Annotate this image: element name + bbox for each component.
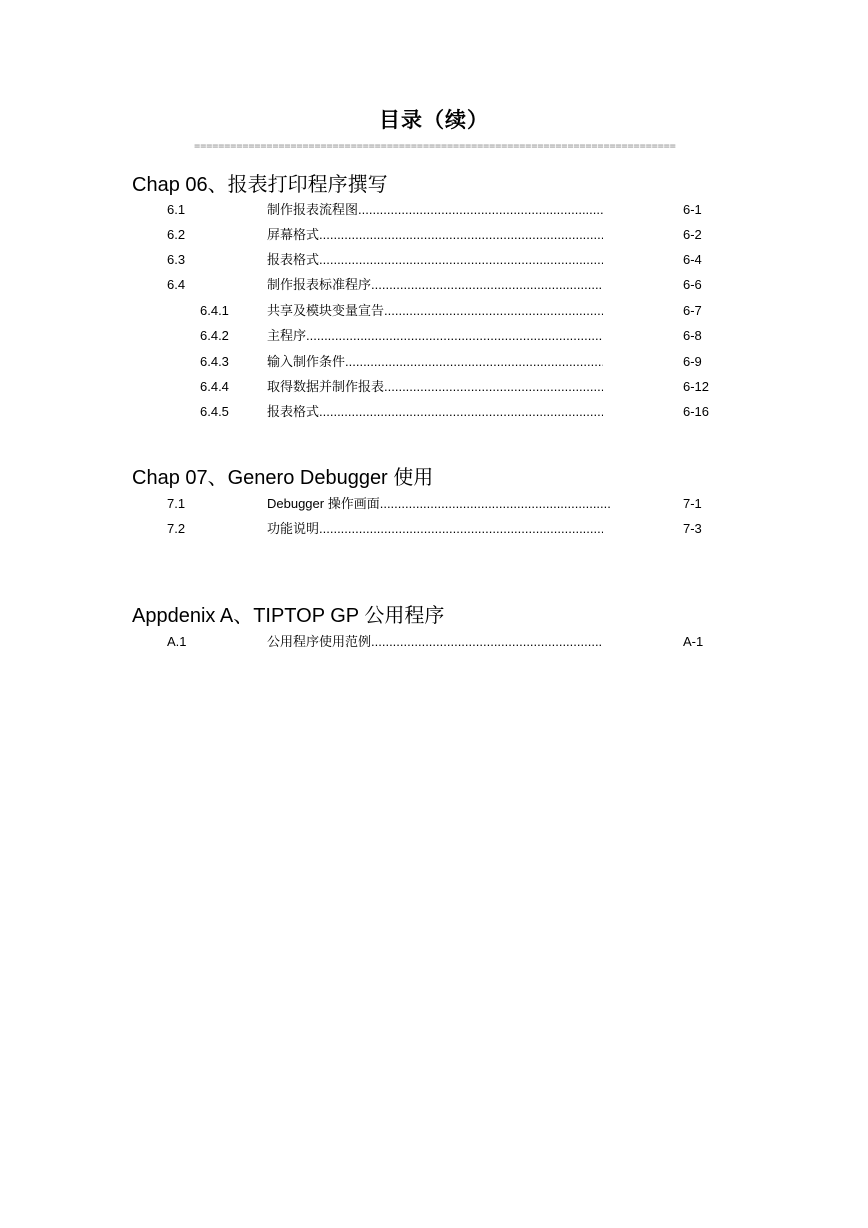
toc-entry-number: 6.4.1 [200, 303, 229, 318]
chapter-heading-title: 公用程序 [364, 603, 445, 627]
dot-leader [319, 225, 603, 245]
chapter-heading-prefix: Chap 06、 [132, 174, 228, 196]
toc-entry-6-2[interactable] [0, 225, 868, 245]
toc-entry-6-4-3[interactable] [0, 352, 868, 372]
toc-entry-page: 6-4 [683, 252, 702, 267]
toc-entry-title: 报表格式 ..... [267, 250, 603, 270]
toc-entry-title: 功能说明 ..... [267, 519, 603, 539]
toc-entry-page: 6-1 [683, 202, 702, 217]
toc-entry-title: 报表格式 ..... [267, 402, 603, 422]
toc-entry-6-4[interactable] [0, 275, 868, 295]
dot-leader [319, 519, 603, 539]
chapter-heading-07 [132, 461, 433, 490]
chapter-heading-title: 报表打印程序撰写 [227, 172, 388, 196]
toc-entry-page: 6-2 [683, 227, 702, 242]
toc-entry-number: 6.1 [167, 202, 186, 217]
toc-entry-page: 6-7 [683, 303, 702, 318]
toc-entry-7-2[interactable] [0, 519, 868, 539]
chapter-heading-06 [132, 168, 388, 197]
dot-leader [306, 326, 603, 346]
toc-entry-page: 6-16 [683, 404, 710, 419]
toc-entry-title: 制作报表流程图 ..... [267, 200, 603, 220]
toc-entry-a-1[interactable] [0, 632, 868, 652]
toc-entry-number: 6.4.5 [200, 404, 229, 419]
toc-entry-6-4-2[interactable] [0, 326, 868, 346]
toc-entry-number: 6.4 [167, 277, 186, 292]
toc-entry-6-4-4[interactable] [0, 377, 868, 397]
toc-entry-number: 6.4.2 [200, 328, 229, 343]
dot-leader [345, 352, 603, 372]
toc-entry-7-1[interactable] [0, 494, 868, 514]
toc-entry-page: 6-6 [683, 277, 702, 292]
toc-entry-number: 6.2 [167, 227, 186, 242]
dot-leader [358, 200, 603, 220]
toc-entry-title: 输入制作条件 ..... [267, 352, 603, 372]
dot-leader [319, 402, 603, 422]
dot-leader [371, 275, 603, 295]
toc-entry-title: Debugger 操作画面 ..... [267, 494, 612, 514]
toc-entry-number: 7.2 [167, 521, 186, 536]
dot-leader [384, 377, 603, 397]
toc-entry-page: 6-9 [683, 354, 702, 369]
title-divider: ================================================================================ [194, 141, 676, 152]
toc-entry-6-1[interactable] [0, 200, 868, 220]
chapter-heading-prefix: Appdenix A、TIPTOP GP [132, 605, 365, 627]
dot-leader [319, 250, 603, 270]
toc-entry-title: 制作报表标准程序 ..... [267, 275, 603, 295]
toc-entry-title: 主程序 ..... [267, 326, 603, 346]
toc-entry-page: A-1 [683, 634, 704, 649]
toc-entry-number: 6.4.3 [200, 354, 229, 369]
toc-entry-page: 6-8 [683, 328, 702, 343]
appendix-heading-a [132, 599, 444, 628]
toc-entry-title: 取得数据并制作报表 ..... [267, 377, 603, 397]
toc-entry-title: 共享及模块变量宣告 ..... [267, 301, 603, 321]
chapter-heading-prefix: Chap 07、Genero Debugger [132, 467, 394, 489]
toc-entry-page: 6-12 [683, 379, 710, 394]
toc-entry-number: 6.3 [167, 252, 186, 267]
toc-entry-number: 7.1 [167, 496, 186, 511]
dot-leader [371, 632, 603, 652]
toc-entry-6-3[interactable] [0, 250, 868, 270]
toc-entry-6-4-5[interactable] [0, 402, 868, 422]
toc-entry-page: 7-3 [683, 521, 702, 536]
toc-entry-title: 公用程序使用范例 ..... [267, 632, 603, 652]
page-title: 目录（续） [379, 107, 489, 132]
toc-entry-number: 6.4.4 [200, 379, 229, 394]
toc-entry-6-4-1[interactable] [0, 301, 868, 321]
dot-leader [380, 494, 612, 514]
toc-entry-title: 屏幕格式 ..... [267, 225, 603, 245]
toc-entry-page: 7-1 [683, 496, 702, 511]
dot-leader [384, 301, 603, 321]
toc-entry-number: A.1 [167, 634, 187, 649]
chapter-heading-title: 使用 [393, 465, 434, 489]
